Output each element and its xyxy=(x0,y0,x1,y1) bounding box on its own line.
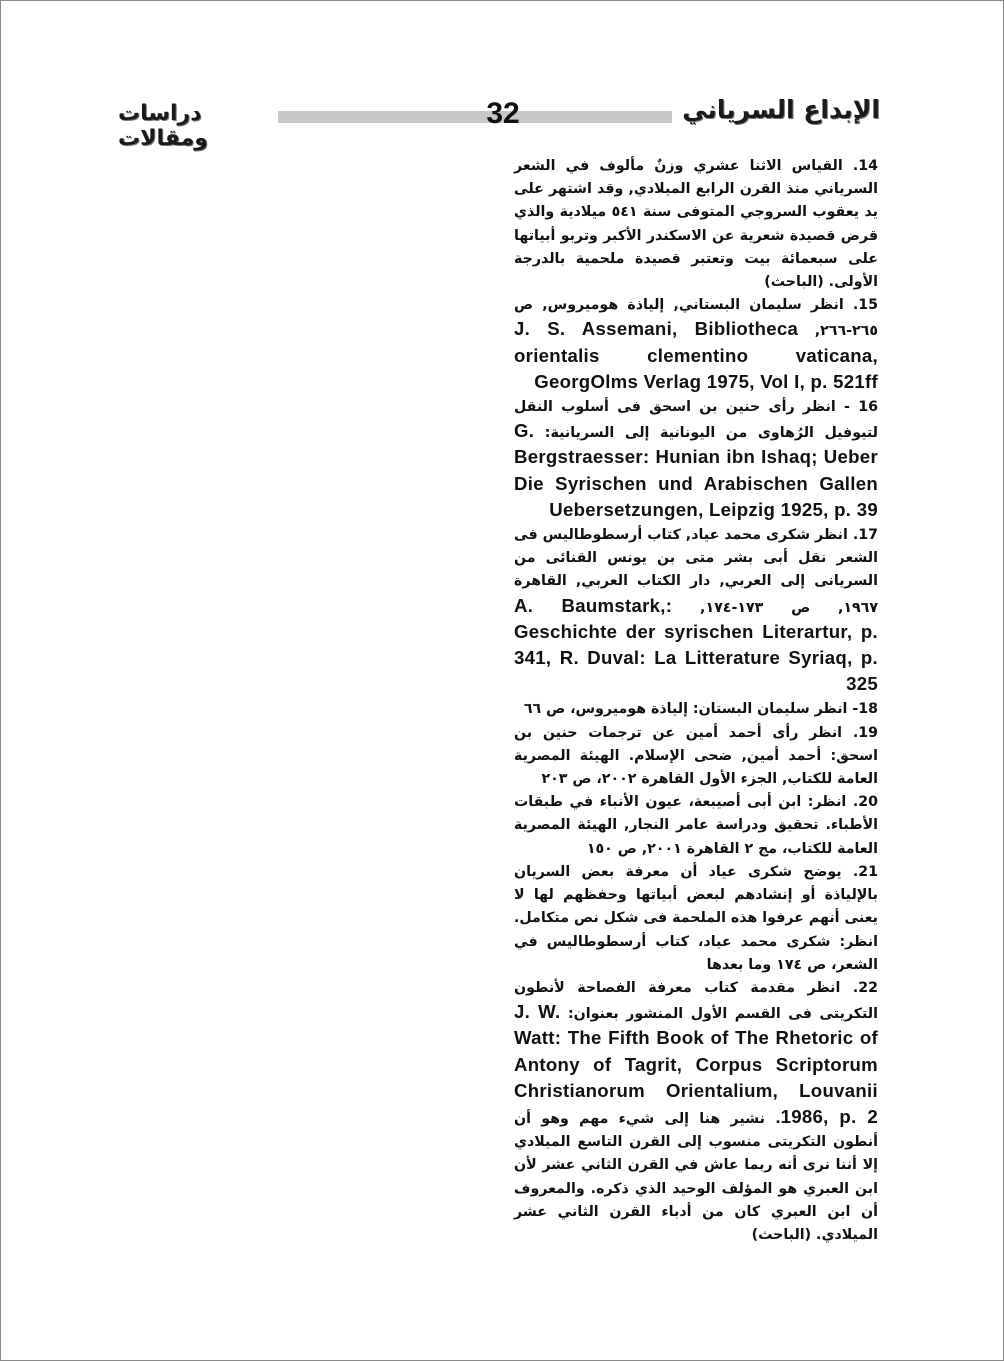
header-rule-right xyxy=(526,111,672,123)
section-title: دراسات ومقالات xyxy=(118,101,208,151)
publication-title: الإبداع السرياني xyxy=(682,95,880,124)
arabic-text: 16 - انظر رأى حنين بن اسحق فى أسلوب النقل لتيوفيل الرُهاوى من اليونانية إلى السريانية: xyxy=(514,399,878,442)
footnote-21 xyxy=(514,861,878,977)
latin-citation: A. Baumstark,: Geschichte der syrischen Literartur, p. 341, R. Duval: La Litterature Syriaq, p. 325 xyxy=(514,594,878,695)
arabic-text: 20. انظر: ابن أبى أصيبعة، عيون الأنباء في طبقات الأطباء. تحقيق ودراسة عامر النجار, الهيئة المصرية العامة للكتاب، مج ٢ القاهرة ٢٠٠١, ص ١٥٠ xyxy=(514,794,878,857)
latin-citation: J. W. Watt: The Fifth Book of The Rhetoric of Antony of Tagrit, Corpus Scriptorum Christianorum Orientalium, Louvanii 1986, p. 2 xyxy=(514,1001,879,1127)
footnote-14 xyxy=(514,155,878,294)
footnote-20 xyxy=(514,791,878,861)
page-number: 32 xyxy=(486,97,520,130)
footnote-16 xyxy=(514,396,878,524)
footnote-15 xyxy=(514,294,878,396)
arabic-text: 21. يوضح شكرى عياد أن معرفة بعض السريان بالإلياذة أو إنشادهم لبعض أبياتها وحفظهم لها لا يعنى أنهم عرفوا هذه الملحمة فى شكل نص متكامل. انظر: شكرى محمد عياد، كتاب أرسطوطاليس في الشعر، ص ١٧٤ وما بعدها xyxy=(514,863,878,973)
arabic-text: 18- انظر سليمان البستان: إلياذة هوميروس، ص ٦٦ xyxy=(523,701,878,718)
footnote-18 xyxy=(514,698,878,721)
footnote-22 xyxy=(514,977,878,1247)
page-header xyxy=(118,95,880,151)
footnote-19 xyxy=(514,722,878,792)
arabic-text: . نشير هنا إلى شيء مهم وهو أن أنطون التكريتى منسوب إلى القرن التاسع الميلادي إلا أننا نرى أنه ربما عاش في القرن الثاني عشر لأن ابن العبري هو المؤلف الوحيد الذي ذكره. والمعروف أن ابن العبري كان من أدباء القرن الثاني عشر الميلادي. (الباحث) xyxy=(514,1110,878,1243)
footnote-17 xyxy=(514,524,878,698)
footnotes-column xyxy=(514,155,878,1247)
arabic-text: 15. انظر سليمان البستاني, إلياذة هوميروس, ص ٢٦٥-٢٦٦, xyxy=(514,297,878,340)
latin-citation: J. S. Assemani, Bibliotheca orientalis clementino vaticana, GeorgOlms Verlag 1975, Vol I, p. 521ff xyxy=(514,318,878,392)
latin-citation: G. Bergstraesser: Hunian ibn Ishaq; Ueber Die Syrischen und Arabischen Gallen Uebersetzungen, Leipzig 1925, p. 39 xyxy=(514,420,878,520)
arabic-text: 14. القياس الاثنا عشري وزنٌ مألوف في الشعر السرياني منذ القرن الرابع الميلادي, وقد اشتهر على يد يعقوب السروجي المتوفى سنة ٥٤١ ميلادية والذي قرض قصيدة شعرية عن الاسكندر الأكبر وتربو أبياتها على سبعمائة بيت وتعتبر قصيدة ملحمية بالدرجة الأولى. (الباحث) xyxy=(514,158,878,291)
arabic-text: 17. انظر شكرى محمد عياد, كتاب أرسطوطاليس فى الشعر نقل أبى بشر متى بن يونس القنائى من السريانى إلى العربي, دار الكتاب العربي, القاهرة ١٩٦٧, ص ١٧٣-١٧٤, xyxy=(514,527,878,616)
arabic-text: 19. انظر رأى أحمد أمين عن ترجمات حنين بن اسحق: أحمد أمين, ضحى الإسلام. الهيئة المصرية العامة للكتاب, الجزء الأول القاهرة ٢٠٠٢، ص ٢٠٣ xyxy=(514,724,878,788)
arabic-text: 22. انظر مقدمة كتاب معرفة الفصاحة لأنطون التكريتى فى القسم الأول المنشور بعنوان: xyxy=(514,979,878,1023)
